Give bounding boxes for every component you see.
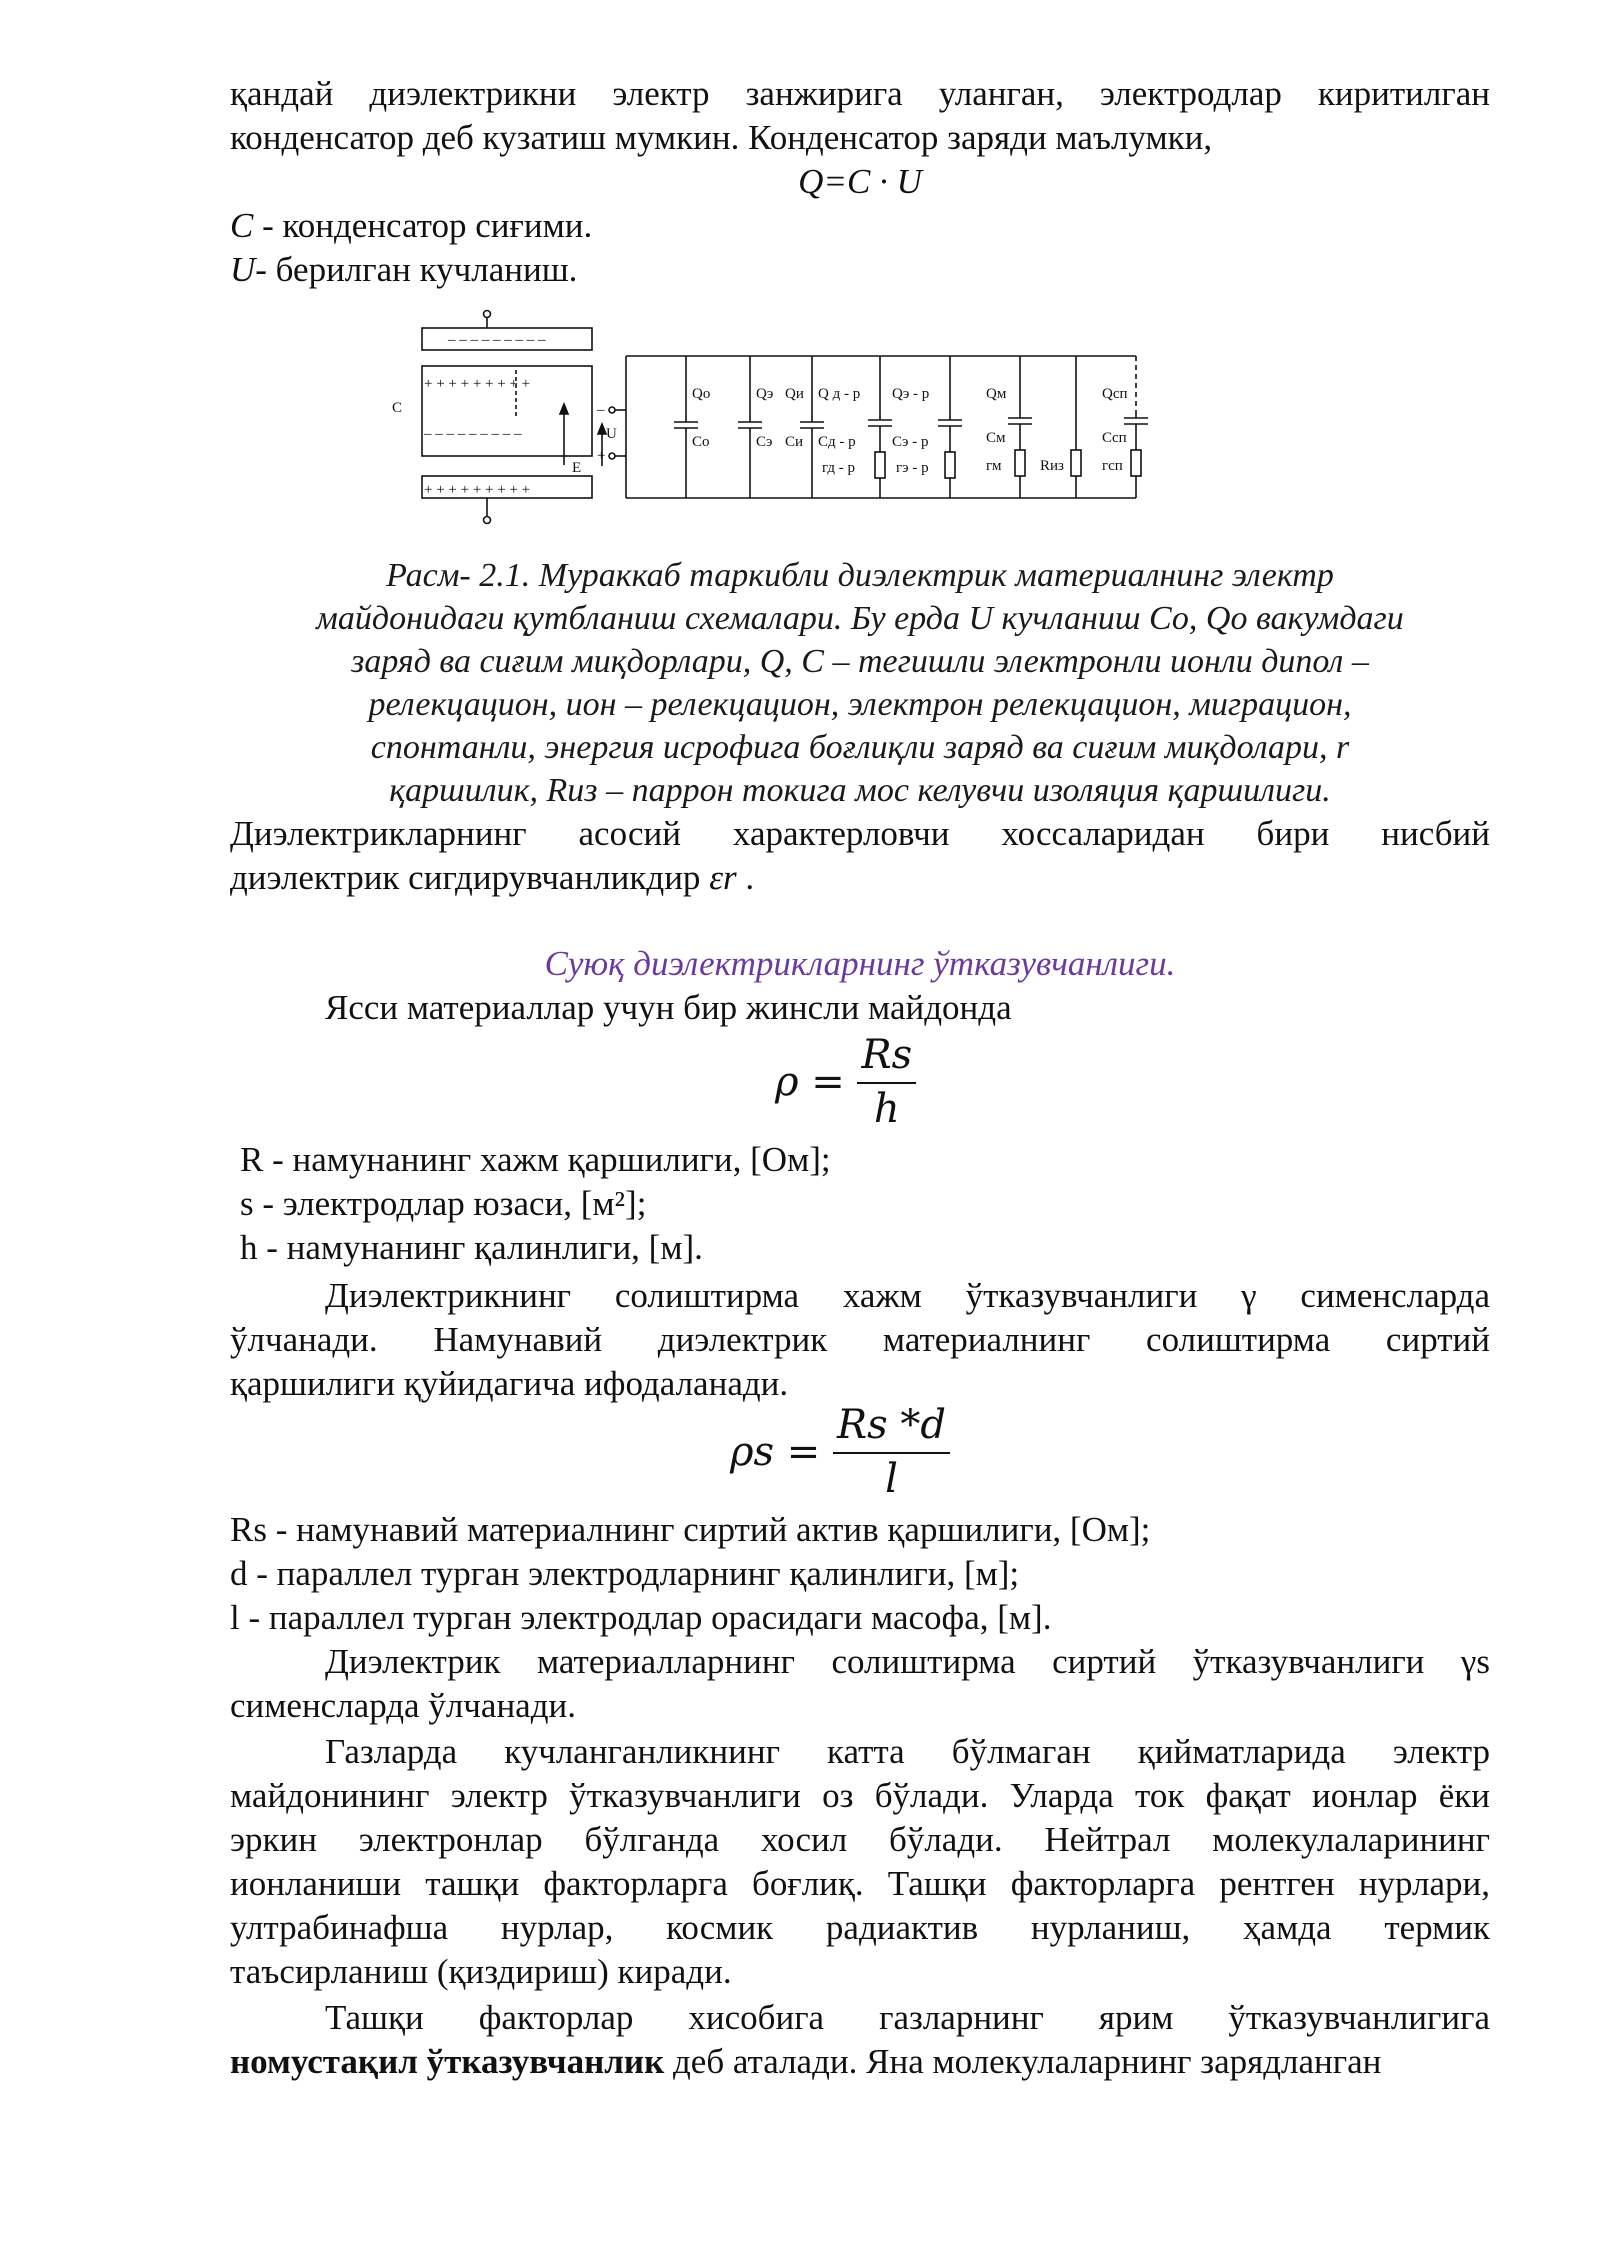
caption-line-3: заряд ва сиғим миқдорлари, Q, С – тегишли электронли ионли дипол –: [351, 643, 1369, 680]
label-qi: Qи: [785, 386, 804, 402]
c-def-text: - конденсатор сиғими.: [253, 206, 593, 245]
caption-line-1: Расм- 2.1. Мураккаб таркибли диэлектрик материалнинг электр: [386, 557, 1334, 594]
label-q0: Qо: [692, 386, 711, 402]
caption-line-4: релекцацион, ион – релекцацион, электрон релекцацион, миграцион,: [368, 686, 1352, 723]
label-plus: +: [597, 448, 606, 464]
p1-text: диэлектрик сигдирувчанликдир: [230, 858, 701, 897]
p5-bold-term: номустақил ўтказувчанлик: [230, 2042, 665, 2081]
epsilon-symbol: εr: [709, 858, 737, 897]
label-qdr: Q д - р: [818, 386, 861, 402]
p4-line-3: эркин электронлар бўлганда хосил бўлади. Нейтрал молекулаларининг: [230, 1820, 1490, 1859]
label-csp: Cсп: [1102, 430, 1127, 446]
label-cer: Cэ - р: [892, 434, 929, 450]
formula-rho-s-den: l: [885, 1456, 898, 1502]
formula-rho-s: [730, 1402, 950, 1502]
p4-line-2: майдонининг электр ўтказувчанлиги оз бўлади. Уларда ток фақат ионлар ёки: [230, 1776, 1490, 1815]
formula-rho: [775, 1032, 916, 1132]
p5-line-1: Ташқи факторлар хисобига газларнинг ярим ўтказувчанлигига: [325, 1998, 1490, 2037]
def-d: d - параллел турган электродларнинг қалинлиги, [м];: [230, 1554, 1020, 1593]
p2-line-1: Диэлектрикнинг солиштирма хажм ўтказувчанлиги γ сименсларда: [325, 1276, 1490, 1315]
label-u: U: [606, 426, 617, 442]
polarization-circuit-diagram: [392, 310, 1250, 550]
section-heading: Суюқ диэлектрикларнинг ўтказувчанлиги.: [544, 944, 1176, 983]
caption-line-2: майдонидаги қутбланиш схемалари. Бу ерда U кучланиш Со, Qо вакумдаги: [316, 600, 1404, 637]
caption-line-5: спонтанли, энергия исрофига боғлиқли заряд ва сиғим миқдолари, r: [370, 729, 1350, 766]
caption-line-6: қаршилик, Rиз – паррон токига мос келувчи изоляция қаршилиги.: [389, 772, 1331, 809]
formula-rho-s-num: Rs *d: [833, 1402, 950, 1454]
c-definition: [230, 204, 1490, 248]
p4-line-6: таъсирланиш (қиздириш) киради.: [230, 1952, 732, 1991]
def-r: R - намунанинг хажм қаршилиги, [Ом];: [240, 1140, 831, 1179]
intro-line-1: қандай диэлектрикни электр занжирига уланган, электродлар киритилган: [230, 74, 1490, 113]
label-c0: Cо: [692, 434, 710, 450]
p3-line-1: Диэлектрик материалларнинг солиштирма сиртий ўтказувчанлиги γs: [325, 1642, 1490, 1681]
formula-rho-num: Rs: [857, 1032, 916, 1084]
p3-line-2: сименсларда ўлчанади.: [230, 1686, 577, 1725]
formula-rho-den: h: [873, 1086, 900, 1132]
label-riz: Rиз: [1040, 458, 1064, 474]
plate-top-dashes: – – – – – – – – –: [448, 332, 546, 348]
label-qm: Qм: [986, 386, 1007, 402]
p5-line-2: [230, 2040, 1490, 2084]
u-def-text: - берилган кучланиш.: [255, 250, 578, 289]
c-symbol: C: [230, 206, 254, 245]
p2-line-2: ўлчанади. Намунавий диэлектрик материалнинг солиштирма сиртий: [230, 1320, 1490, 1359]
formula-q: Q=C · U: [798, 162, 922, 201]
def-rs: Rs - намунавий материалнинг сиртий актив қаршилиги, [Ом];: [230, 1510, 1151, 1549]
p4-line-1: Газларда кучланганликнинг катта бўлмаган қийматларида электр: [325, 1732, 1490, 1771]
formula-rho-lhs: ρ =: [775, 1059, 845, 1105]
def-s: s - электродлар юзаси, [м²];: [240, 1184, 647, 1223]
plate-plus-row: + + + + + + + + +: [424, 376, 531, 392]
label-ce: Cэ: [756, 434, 773, 450]
u-definition: [230, 248, 1490, 292]
plate-dash-row: – – – – – – – – –: [424, 426, 522, 442]
label-e: E: [572, 460, 582, 476]
p4-line-5: ултрабинафша нурлар, космик радиактив нурланиш, ҳамда термик: [230, 1908, 1490, 1947]
p1-line-1: Диэлектрикларнинг асосий характерловчи хоссаларидан бири нисбий: [230, 814, 1490, 853]
label-minus: –: [597, 402, 605, 418]
intro-line-2: конденсатор деб кузатиш мумкин. Конденсатор заряди маълумки,: [230, 118, 1213, 157]
p1-end: .: [736, 858, 755, 897]
label-rdr: гд - р: [822, 460, 856, 476]
label-ci: Cи: [785, 434, 804, 450]
label-cm: Cм: [986, 430, 1006, 446]
label-c: C: [392, 400, 403, 416]
label-cdr: Cд - р: [818, 434, 856, 450]
label-qsp: Qсп: [1102, 386, 1128, 402]
u-symbol: U: [230, 250, 256, 289]
def-h: h - намунанинг қалинлиги, [м].: [240, 1228, 703, 1267]
section-intro: Ясси материаллар учун бир жинсли майдонда: [325, 988, 1012, 1027]
label-rsp: гсп: [1102, 458, 1123, 474]
label-rer: гэ - р: [896, 460, 929, 476]
label-qe: Qэ: [756, 386, 774, 402]
p2-line-3: қаршилиги қуйидагича ифодаланади.: [230, 1364, 789, 1403]
p4-line-4: ионланиши ташқи факторларга боғлиқ. Ташқи факторларга рентген нурлари,: [230, 1864, 1490, 1903]
def-l: l - параллел турган электродлар орасидаги масофа, [м].: [230, 1598, 1052, 1637]
label-qer: Qэ - р: [892, 386, 930, 402]
formula-rho-s-lhs: ρs =: [730, 1429, 821, 1475]
p1-line-2: [230, 856, 1490, 900]
plate-bottom-plus: + + + + + + + + +: [424, 482, 531, 498]
label-rm: гм: [986, 458, 1002, 474]
p5-rest: деб аталади. Яна молекулаларнинг зарядланган: [664, 2042, 1382, 2081]
